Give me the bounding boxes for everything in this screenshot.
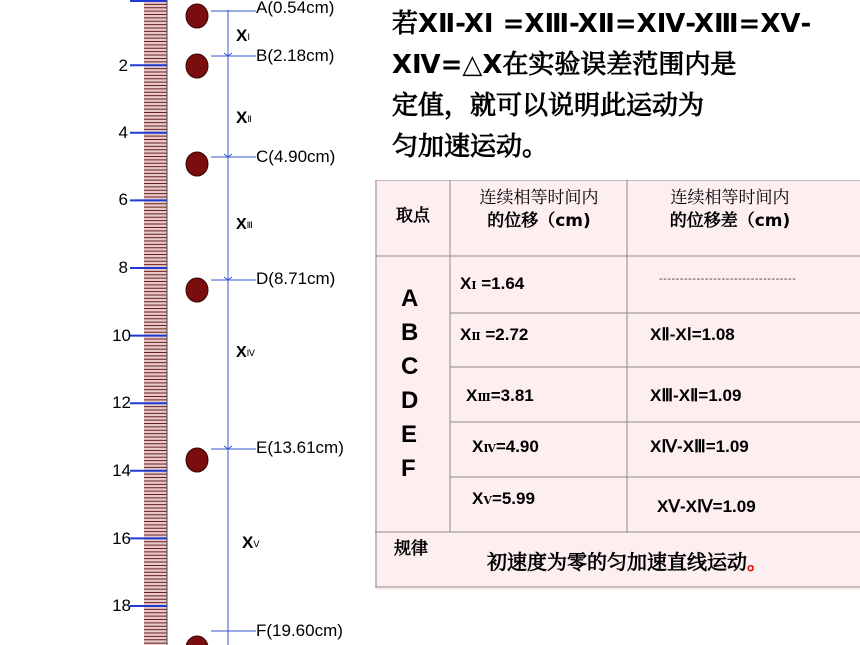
condition-statement (392, 4, 852, 168)
measurement-dot (186, 54, 208, 78)
segment-label-5: $X_Ⅴ$ (242, 533, 260, 552)
table-grid (375, 180, 860, 590)
ruler-label: 12 (112, 393, 131, 412)
segment-label-1: $X_Ⅰ$ (236, 26, 250, 45)
difference-cell-4: XⅣ-XⅢ=1.09 (650, 437, 749, 456)
point-letter: F (401, 455, 416, 482)
difference-cell-1: --------------------------------- (659, 273, 797, 285)
measurement-dot (186, 152, 208, 176)
point-label-f: F(19.60cm) (256, 621, 343, 640)
statement-line-1: 若XⅡ-XⅠ =XⅢ-XⅡ=XⅣ-XⅢ=XⅤ- (392, 9, 812, 39)
ruler-label: 14 (112, 461, 131, 480)
segment-label-2: $X_Ⅱ$ (236, 108, 252, 127)
measurement-dot (186, 4, 208, 28)
ruler-label: 2 (118, 56, 128, 75)
header-displacement (453, 187, 625, 233)
point-label-c: C(4.90cm) (256, 147, 336, 166)
measurement-dot (186, 278, 208, 302)
header-point: 取点 (396, 206, 430, 226)
point-letter: A (401, 285, 419, 312)
statement-line-4: 匀加速运动。 (392, 132, 549, 162)
ruler-label: 8 (118, 258, 128, 277)
difference-cell-3: XⅢ-XⅡ=1.09 (650, 386, 742, 405)
ruler-label: 16 (112, 529, 131, 548)
statement-line-2: XⅣ=△X在实验误差范围内是 (392, 50, 737, 80)
point-label-d: D(8.71cm) (256, 269, 336, 288)
header-difference-line-1: 连续相等时间内 (670, 188, 790, 208)
difference-cell-2: XⅡ-XⅠ=1.08 (650, 325, 735, 344)
displacement-cell-1: XⅠ =1.64 (460, 274, 525, 293)
point-letter: B (401, 319, 419, 346)
rule-text-wrap (487, 546, 767, 575)
point-letter: D (401, 387, 419, 414)
measurement-dot (186, 636, 208, 645)
point-label-a: A(0.54cm) (256, 0, 335, 17)
statement-line-3: 定值，就可以说明此运动为 (392, 91, 705, 121)
displacement-cell-3: XⅢ=3.81 (466, 386, 534, 405)
displacement-cell-5: XⅤ=5.99 (472, 489, 535, 508)
difference-cell-5: XⅤ-XⅣ=1.09 (657, 497, 756, 516)
data-table (375, 180, 860, 590)
point-label-e: E(13.61cm) (256, 438, 344, 457)
segment-label-3: $X_Ⅲ$ (236, 216, 253, 233)
header-displacement-line-1: 连续相等时间内 (479, 188, 599, 208)
displacement-cell-4: XⅣ=4.90 (472, 437, 539, 456)
rule-label: 规律 (394, 539, 428, 559)
header-difference (635, 187, 825, 233)
header-displacement-line-2: 的位移（cm) (487, 211, 591, 231)
segment-label-4: $X_Ⅳ$ (236, 344, 255, 361)
ruler-label: 10 (112, 326, 131, 345)
ruler-label: 4 (118, 123, 128, 142)
rule-period: 。 (747, 550, 767, 574)
displacement-cell-2: XⅡ =2.72 (460, 325, 529, 344)
ruler-label: 6 (118, 190, 128, 209)
ruler-label: 18 (112, 596, 131, 615)
point-label-b: B(2.18cm) (256, 46, 335, 65)
measurement-dot (186, 448, 208, 472)
point-letter: E (401, 421, 418, 448)
point-letters (401, 282, 418, 486)
point-letter: C (401, 353, 419, 380)
rule-text: 初速度为零的匀加速直线运动 (487, 550, 747, 574)
header-difference-line-2: 的位移差（cm) (669, 211, 791, 231)
